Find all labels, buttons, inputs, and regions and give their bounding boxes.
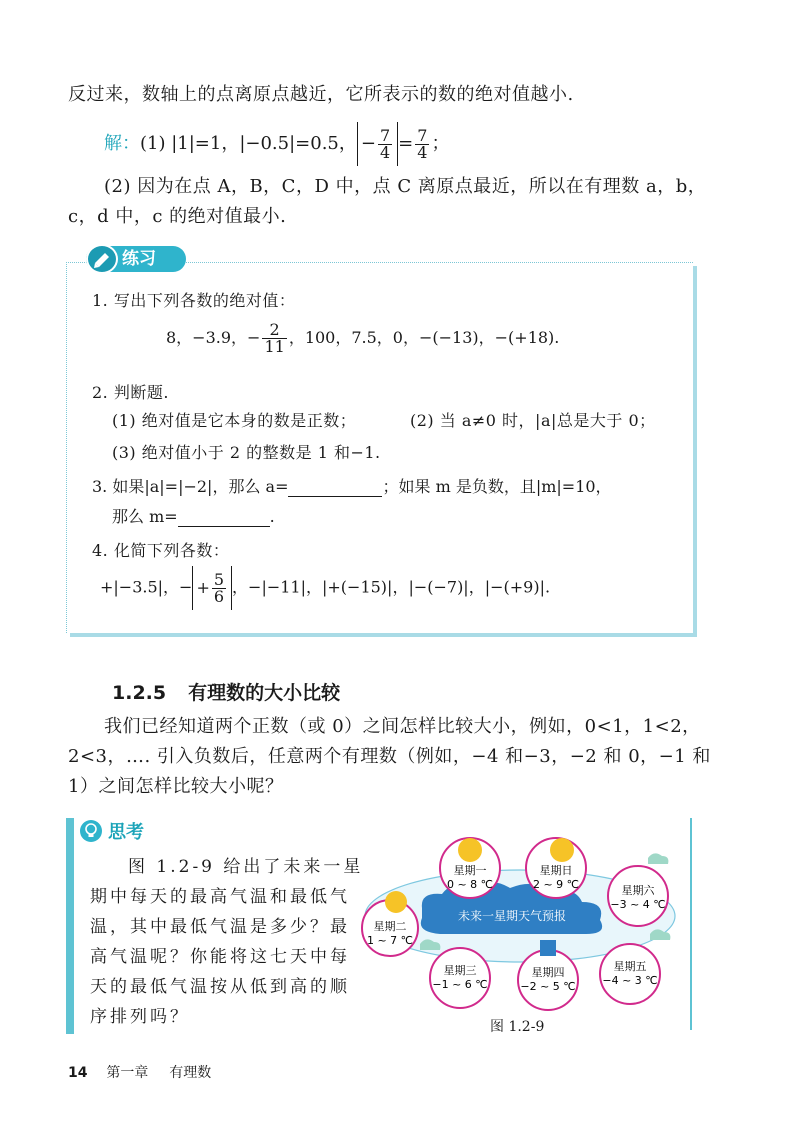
exercise-q1: 1. 写出下列各数的绝对值： (92, 291, 296, 310)
think-line: 期中每天的最高气温和最低气 (90, 887, 350, 907)
text-line: (2) 因为在点 A，B，C，D 中，点 C 离原点最近，所以在有理数 a，b， (104, 176, 707, 197)
chapter-label: 第一章 (106, 1065, 149, 1081)
svg-text:星期五: 星期五 (613, 960, 647, 973)
text-line: 我们已经知道两个正数（或 0）之间怎样比较大小，例如，0<1，1<2， (104, 716, 701, 737)
lightbulb-icon (80, 820, 102, 842)
text-line: 2<3，…. 引入负数后，任意两个有理数（例如，−4 和−3，−2 和 0，−1 和 (68, 746, 711, 767)
page-footer (68, 1062, 211, 1082)
svg-text:0 ~ 8 ℃: 0 ~ 8 ℃ (446, 878, 494, 891)
fraction: $\frac{7}{4}$ (417, 125, 428, 162)
cloud-icon (648, 853, 668, 864)
think-line: 温，其中最低气温是多少？最 (90, 917, 350, 937)
abs-value-expr: + $\frac{5}{6}$ (192, 566, 232, 610)
svg-text:−3 ~ 4 ℃: −3 ~ 4 ℃ (610, 898, 666, 911)
page-number: 14 (68, 1065, 88, 1081)
svg-text:2 ~ 9 ℃: 2 ~ 9 ℃ (532, 878, 580, 891)
text-line: 反过来，数轴上的点离原点越近，它所表示的数的绝对值越小. (68, 84, 574, 105)
pencil-icon (86, 244, 118, 274)
svg-text:−1 ~ 6 ℃: −1 ~ 6 ℃ (432, 978, 488, 991)
svg-text:星期二: 星期二 (373, 920, 407, 933)
think-title: 思考 (108, 822, 144, 843)
exercise-q2-1: (1) 绝对值是它本身的数是正数； (112, 411, 357, 430)
day-bubble-saturday (608, 853, 668, 926)
solution-text: (1) |1|=1，|−0.5|=0.5， (140, 133, 357, 154)
chapter-title: 有理数 (169, 1065, 212, 1081)
section-heading (112, 678, 340, 705)
think-right-border (690, 818, 692, 1030)
exercise-q1-values: 8，−3.9，− $\frac{2}{11}$ ，100，7.5，0，−(−13)，−(+18). (166, 320, 560, 356)
think-line: 序排列吗？ (90, 1007, 190, 1027)
svg-text:−2 ~ 5 ℃: −2 ~ 5 ℃ (520, 980, 576, 993)
svg-text:1 ~ 7 ℃: 1 ~ 7 ℃ (366, 934, 414, 947)
think-sidebar (66, 818, 74, 1034)
svg-text:−4 ~ 3 ℃: −4 ~ 3 ℃ (602, 974, 658, 987)
answer-blank[interactable] (178, 507, 270, 527)
think-line: 图 1.2-9 给出了未来一星 (128, 857, 364, 877)
exercise-q4-values: +|−3.5|，− + $\frac{5}{6}$ ，−|−11|，|+(−15)|，|−(−7)|，|−(+9)|. (100, 566, 550, 610)
fraction: $\frac{2}{11}$ (264, 320, 285, 356)
day-bubble-monday (440, 838, 500, 898)
exercise-q4: 4. 化简下列各数： (92, 541, 230, 560)
answer-blank[interactable] (288, 477, 382, 497)
text-line: c，d 中，c 的绝对值最小. (68, 206, 287, 227)
svg-text:星期三: 星期三 (443, 964, 477, 977)
section-title: 有理数的大小比较 (188, 682, 341, 704)
sun-icon (385, 891, 407, 913)
weather-figure (360, 828, 684, 1014)
exercise-q3: 3. 如果|a|=|−2|，那么 a= ；如果 m 是负数，且|m|=10， (92, 477, 612, 496)
day-bubble-sunday (526, 838, 586, 898)
fraction: $\frac{7}{4}$ (379, 125, 391, 162)
svg-text:星期四: 星期四 (531, 966, 565, 979)
sun-icon (550, 838, 574, 862)
abs-value-expr: − $\frac{7}{4}$ (357, 122, 398, 166)
exercise-q2-3: (3) 绝对值小于 2 的整数是 1 和−1. (112, 443, 381, 462)
exercise-q3-cont: 那么 m= . (112, 507, 275, 526)
figure-center-label: 未来一星期天气预报 (457, 909, 567, 923)
text-line: 1）之间怎样比较大小呢？ (68, 776, 284, 797)
think-line: 高气温呢？你能将这七天中每 (90, 947, 350, 967)
solution-part1: 解：(1) |1|=1，|−0.5|=0.5， − $\frac{7}{4}$ = $\frac{7}{4}$ ； (104, 122, 449, 166)
think-line: 天的最低气温按从低到高的顺 (90, 977, 350, 997)
exercise-q2: 2. 判断题. (92, 383, 169, 402)
svg-text:星期日: 星期日 (539, 864, 573, 877)
rain-icon (540, 940, 556, 956)
svg-text:星期一: 星期一 (453, 864, 487, 877)
svg-text:星期六: 星期六 (621, 884, 655, 897)
section-number: 1.2.5 (112, 682, 167, 704)
exercise-q2-2: (2) 当 a≠0 时，|a|总是大于 0； (410, 411, 656, 430)
sun-icon (458, 838, 482, 862)
solution-label: 解： (104, 133, 140, 154)
figure-caption: 图 1.2-9 (490, 1019, 545, 1035)
exercise-tab: 练习 (86, 246, 186, 272)
fraction: $\frac{5}{6}$ (213, 570, 225, 606)
